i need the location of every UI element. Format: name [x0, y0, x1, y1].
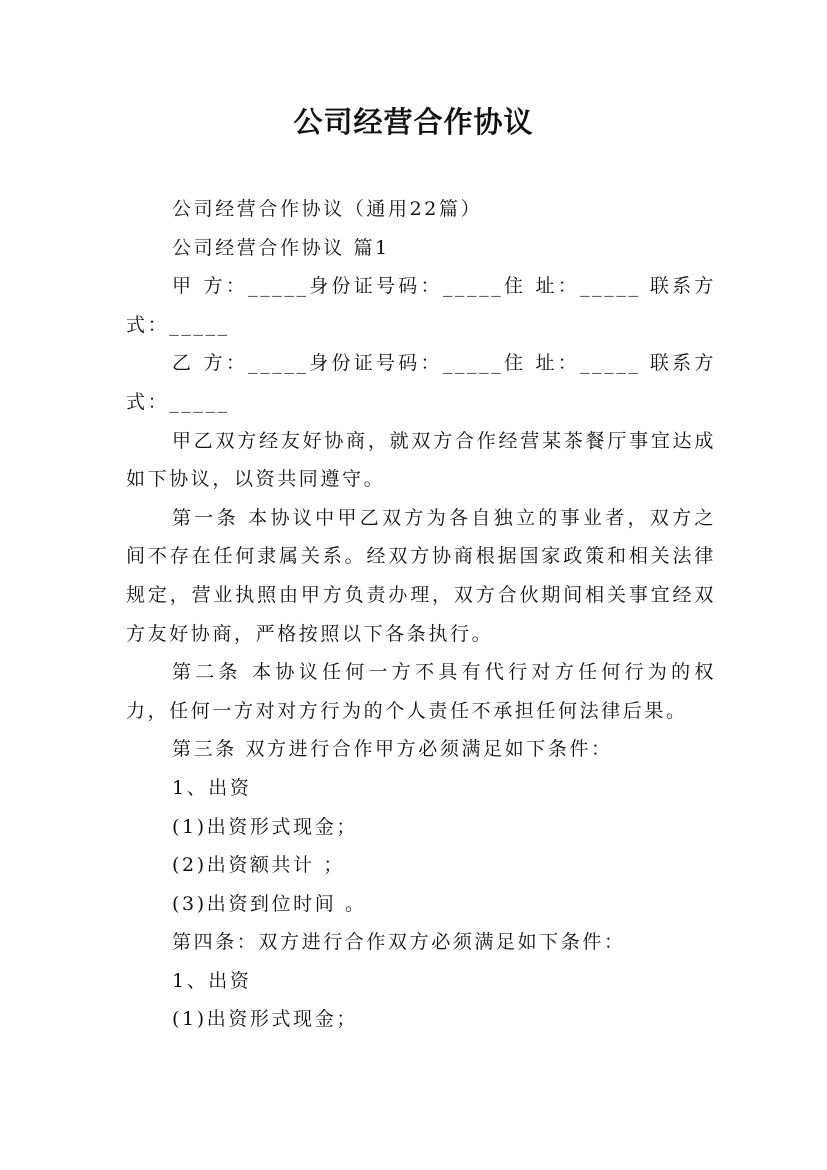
paragraph-preamble: 甲乙双方经友好协商，就双方合作经营某茶餐厅事宜达成如下协议，以资共同遵守。 — [126, 429, 716, 491]
paragraph-party-b: 乙 方：_____身份证号码：_____住 址：_____ 联系方式：_____ — [126, 352, 716, 413]
paragraph-item: (2)出资额共计 ； — [172, 854, 345, 877]
paragraph-item: 1、出资 — [172, 776, 252, 799]
paragraph-item: 1、出资 — [172, 969, 252, 992]
document-title: 公司经营合作协议 — [293, 105, 534, 139]
paragraph-item: (3)出资到位时间 。 — [172, 892, 367, 915]
paragraph-item: (1)出资形式现金； — [172, 1008, 358, 1031]
paragraph-article-2: 第二条 本协议任何一方不具有代行对方任何行为的权力，任何一方对对方行为的个人责任不承担任何法律后果。 — [126, 661, 716, 722]
document-body — [126, 190, 716, 1039]
paragraph-article-1: 第一条 本协议中甲乙双方为各自独立的事业者，双方之间不存在任何隶属关系。经双方协商根据国家政策和相关法律规定，营业执照由甲方负责办理，双方合伙期间相关事宜经双方友好协商，严格按照以下各条执行。 — [126, 506, 716, 645]
paragraph-article-3: 第三条 双方进行合作甲方必须满足如下条件： — [172, 738, 613, 761]
paragraph-item: (1)出资形式现金； — [172, 815, 358, 838]
paragraph-subtitle: 公司经营合作协议（通用22篇） — [172, 198, 483, 220]
paragraph-party-a: 甲 方：_____身份证号码：_____住 址：_____ 联系方式：_____ — [126, 275, 716, 336]
paragraph-section-heading: 公司经营合作协议 篇1 — [172, 236, 390, 259]
paragraph-article-4: 第四条：双方进行合作双方必须满足如下条件： — [172, 931, 626, 954]
